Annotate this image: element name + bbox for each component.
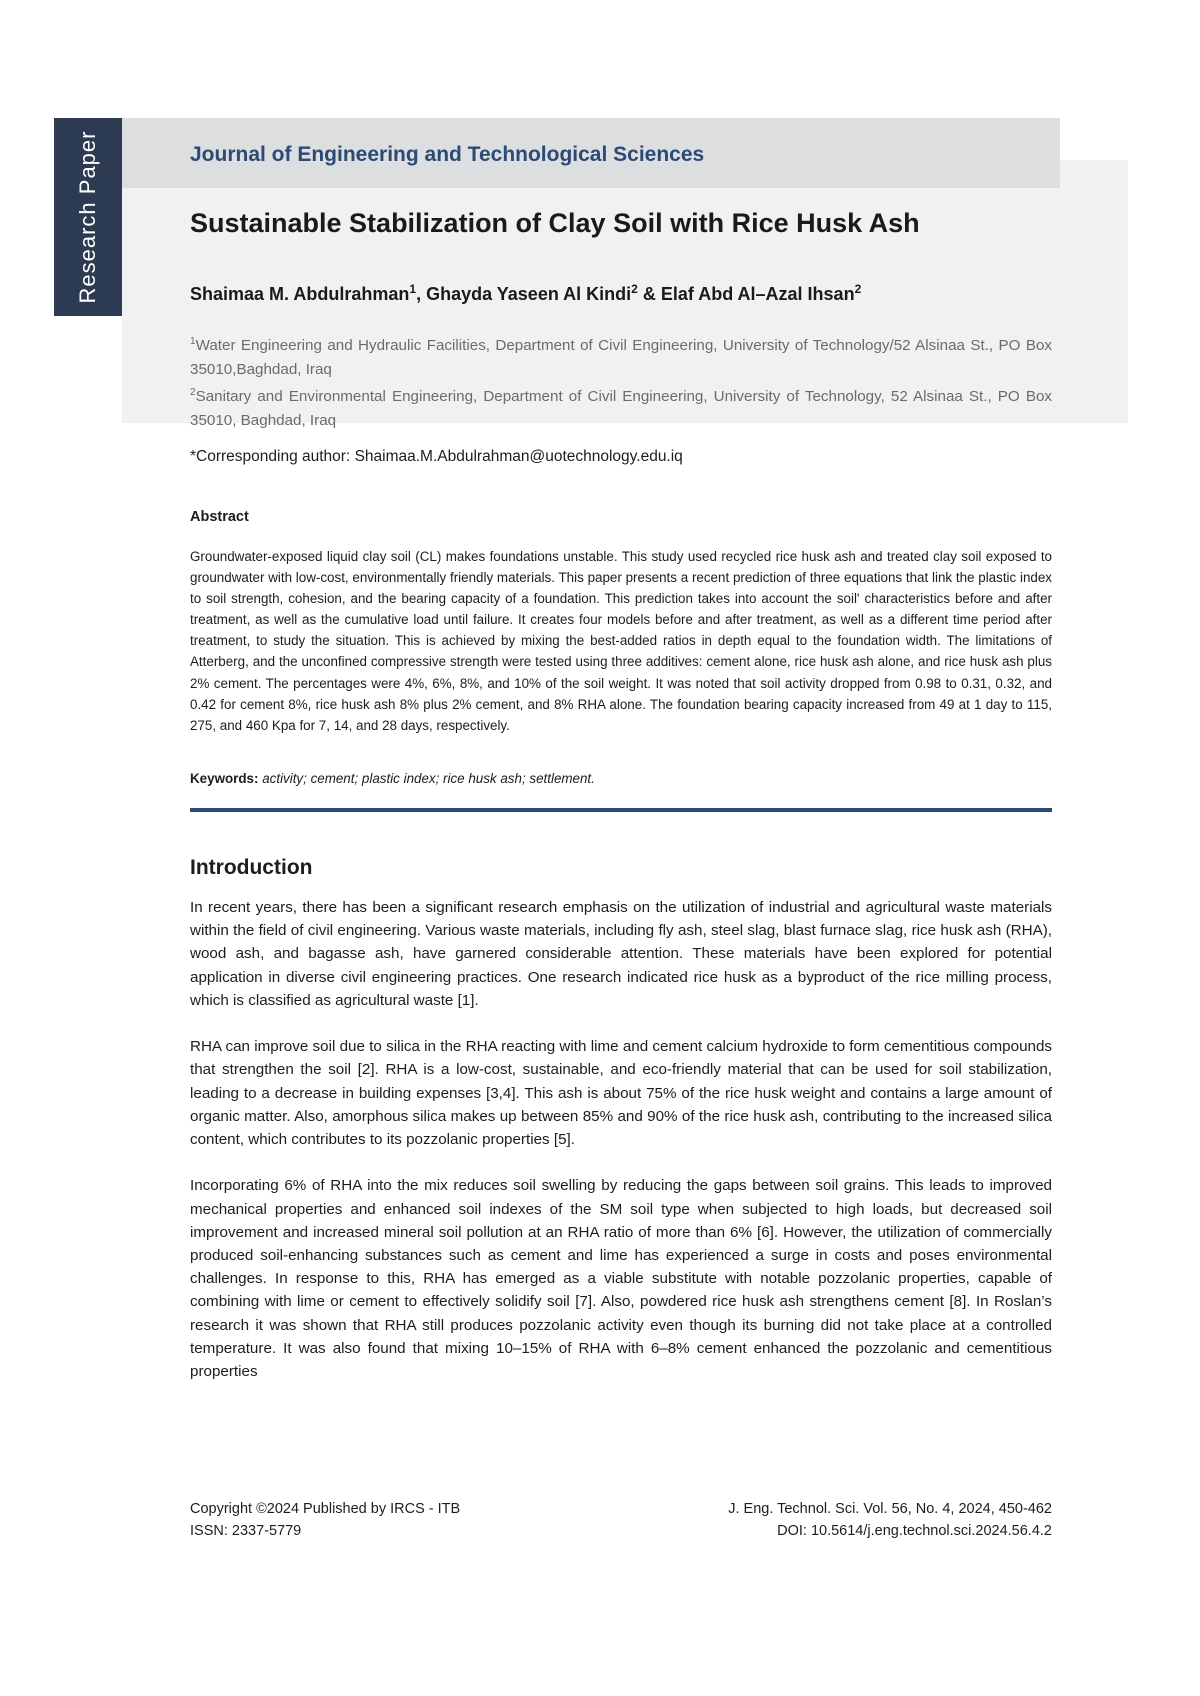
author-separator: , [416, 284, 427, 304]
research-paper-tab [54, 118, 122, 316]
footer-citation: J. Eng. Technol. Sci. Vol. 56, No. 4, 2024, 450-462 [728, 1501, 1052, 1517]
author-separator: & [637, 284, 661, 304]
keywords-label: Keywords: [190, 771, 259, 786]
author-name: Elaf Abd Al–Azal Ihsan [660, 284, 855, 304]
affiliation-text: Sanitary and Environmental Engineering, Department of Civil Engineering, University of Technology, 52 Alsinaa St., PO Box 35010, Baghdad, Iraq [190, 388, 1052, 429]
author-affiliation-mark: 1 [409, 282, 417, 296]
abstract-divider [190, 808, 1052, 812]
abstract-heading: Abstract [190, 509, 249, 525]
affiliation-text: Water Engineering and Hydraulic Facilities, Department of Civil Engineering, University of Technology/52 Alsinaa St., PO Box 35010,Baghdad, Iraq [190, 337, 1052, 378]
author-name: Shaimaa M. Abdulrahman [190, 284, 410, 304]
affiliation-mark: 1 [190, 336, 196, 347]
author-name: Ghayda Yaseen Al Kindi [426, 284, 632, 304]
footer-copyright: Copyright ©2024 Published by IRCS - ITB [190, 1501, 461, 1517]
paper-title: Sustainable Stabilization of Clay Soil with Rice Husk Ash [190, 208, 920, 238]
introduction-paragraph: In recent years, there has been a significant research emphasis on the utilization of industrial and agricultural waste materials within the field of civil engineering. Various waste materials, including fly ash, steel slag, blast furnace slag, rice husk ash (RHA), wood ash, and bagasse ash, have garnered considerable attention. These materials have been explored for potential application in diverse civil engineering practices. One research indicated rice husk as a byproduct of the rice milling process, which is classified as agricultural waste [1]. [190, 899, 1052, 1009]
introduction-heading: Introduction [190, 856, 313, 879]
introduction-paragraph: RHA can improve soil due to silica in the RHA reacting with lime and cement calcium hydroxide to form cementitious compounds that strengthen the soil [2]. RHA is a low-cost, sustainable, and eco-friendly material that can be used for soil stabilization, leading to a decrease in building expenses [3,4]. This ash is about 75% of the rice husk weight and contains a large amount of organic matter. Also, amorphous silica makes up between 85% and 90% of the rice husk ash, contributing to the increased silica content, which contributes to its pozzolanic properties [5]. [190, 1038, 1052, 1149]
affiliation-item [190, 381, 1052, 432]
author-affiliation-mark: 2 [631, 282, 638, 296]
author-affiliation-mark: 2 [854, 282, 862, 296]
affiliation-item [190, 330, 1052, 381]
author-list [190, 282, 861, 305]
introduction-paragraph: Incorporating 6% of RHA into the mix reduces soil swelling by reducing the gaps between soil grains. This leads to improved mechanical properties and enhanced soil indexes of the SM soil type when subjected to high loads, but decreased soil improvement and increased mineral soil pollution at an RHA ratio of more than 6% [6]. However, the utilization of commercially produced soil-enhancing substances such as cement and lime has experienced a surge in costs and poses environmental challenges. In response to this, RHA has emerged as a viable substitute with notable pozzolanic properties, capable of combining with lime or cement to effectively solidify soil [7]. Also, powdered rice husk ash strengthens cement [8]. In Roslan’s research it was shown that RHA still produces pozzolanic activity even though its burning did not take place at a controlled temperature. It was also found that mixing 10–15% of RHA with 6–8% cement enhanced the pozzolanic and cementitious properties [190, 1177, 1052, 1381]
keywords-values: activity; cement; plastic index; rice husk ash; settlement. [262, 771, 595, 786]
research-paper-tab-label: Research Paper [75, 130, 100, 304]
abstract-body: Groundwater-exposed liquid clay soil (CL) makes foundations unstable. This study used recycled rice husk ash and treated clay soil exposed to groundwater with low-cost, environmentally friendly materials. This paper presents a recent prediction of three equations that link the plastic index to soil strength, cohesion, and the bearing capacity of a foundation. This prediction takes into account the soil' characteristics before and after treatment, as well as the cumulative load until failure. It creates four models before and after treatment, as well as a different time period after treatment, to study the situation. This is achieved by mixing the best-added ratios in depth equal to the foundation width. The limitations of Atterberg, and the unconfined compressive strength were tested using three additives: cement alone, rice husk ash alone, and rice husk ash plus 2% cement. The percentages were 4%, 6%, 8%, and 10% of the soil weight. It was noted that soil activity dropped from 0.98 to 0.31, 0.32, and 0.42 for cement 8%, rice husk ash 8% plus 2% cement, and 8% RHA alone. The foundation bearing capacity increased from 49 at 1 day to 115, 275, and 460 Kpa for 7, 14, and 28 days, respectively. [190, 549, 1052, 733]
corresponding-author: *Corresponding author: Shaimaa.M.Abdulrahman@uotechnology.edu.iq [190, 448, 683, 465]
footer-left [190, 1498, 460, 1542]
introduction-body [190, 896, 1052, 1406]
keywords [190, 771, 1052, 786]
footer-right [728, 1498, 1052, 1542]
footer-doi: DOI: 10.5614/j.eng.technol.sci.2024.56.4.2 [777, 1523, 1052, 1539]
affiliations [190, 330, 1052, 432]
journal-name: Journal of Engineering and Technological Sciences [190, 143, 705, 166]
affiliation-mark: 2 [190, 387, 196, 399]
footer-issn: ISSN: 2337-5779 [190, 1523, 302, 1539]
